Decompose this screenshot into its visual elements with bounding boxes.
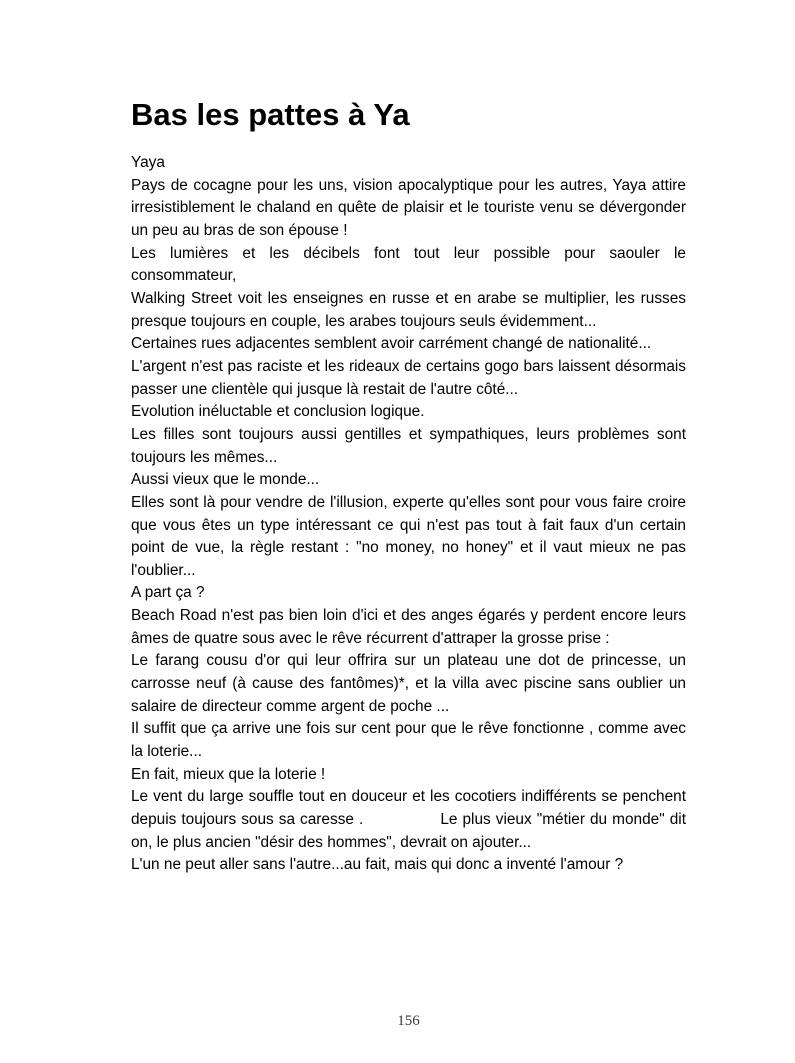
paragraph: Walking Street voit les enseignes en russe et en arabe se multiplier, les russes presque toujours en couple, les arabes toujours seuls évidemment... [131,289,686,330]
paragraph: Les filles sont toujours aussi gentilles et sympathiques, leurs problèmes sont toujours les mêmes... [131,425,686,466]
paragraph: En fait, mieux que la loterie ! [131,765,326,783]
paragraph: Beach Road n'est pas bien loin d'ici et des anges égarés y perdent encore leurs âmes de quatre sous avec le rêve récurrent d'attraper la grosse prise : [131,607,686,647]
paragraph: L'un ne peut aller sans l'autre...au fait, mais qui donc a inventé l'amour ? [131,856,624,874]
paragraph: A part ça ? [131,584,205,602]
paragraph: Elles sont là pour vendre de l'illusion, experte qu'elles sont pour vous faire croire que vous êtes un type intéressant ce qui n'est pas tout à fait faux d'un certain point de vue, la règle restant : "no money, no honey" et il vaut mieux ne pas l'oublier... [131,493,686,579]
paragraph: Les lumières et les décibels font tout leur possible pour saouler le consommateur, [131,244,686,285]
paragraph: Evolution inéluctable et conclusion logique. [131,403,425,421]
paragraph: Il suffit que ça arrive une fois sur cent pour que le rêve fonctionne , comme avec la loterie... [131,720,686,761]
body-text [131,152,686,877]
paragraph: Pays de cocagne pour les uns, vision apocalyptique pour les autres, Yaya attire irresistiblement le chaland en quête de plaisir et le touriste venu se dévergonder un peu au bras de son épouse ! [131,176,686,239]
paragraph [131,786,686,854]
paragraph: Certaines rues adjacentes semblent avoir carrément changé de nationalité... [131,335,652,353]
paragraph-segment: Le vent du large souffle tout en douceur et les cocotiers indifférents se penchent depuis toujours sous sa caresse . [131,788,686,829]
paragraph: Le farang cousu d'or qui leur offrira sur un plateau une dot de princesse, un carrosse neuf (à cause des fantômes)*, et la villa avec piscine sans oublier un salaire de directeur comme argent de poche ... [131,652,686,715]
paragraph: Yaya [131,154,165,171]
page-number: 156 [397,1013,420,1029]
paragraph: L'argent n'est pas raciste et les rideaux de certains gogo bars laissent désormais passer une clientèle qui jusque là restait de l'autre côté... [131,357,686,398]
paragraph-segment: Le plus vieux "métier du monde" dit on, le plus ancien "désir des hommes", devrait on ajouter... [131,811,686,851]
tab-space [363,823,435,824]
paragraph: Aussi vieux que le monde... [131,471,320,489]
page-title: Bas les pattes à Ya [131,97,410,132]
